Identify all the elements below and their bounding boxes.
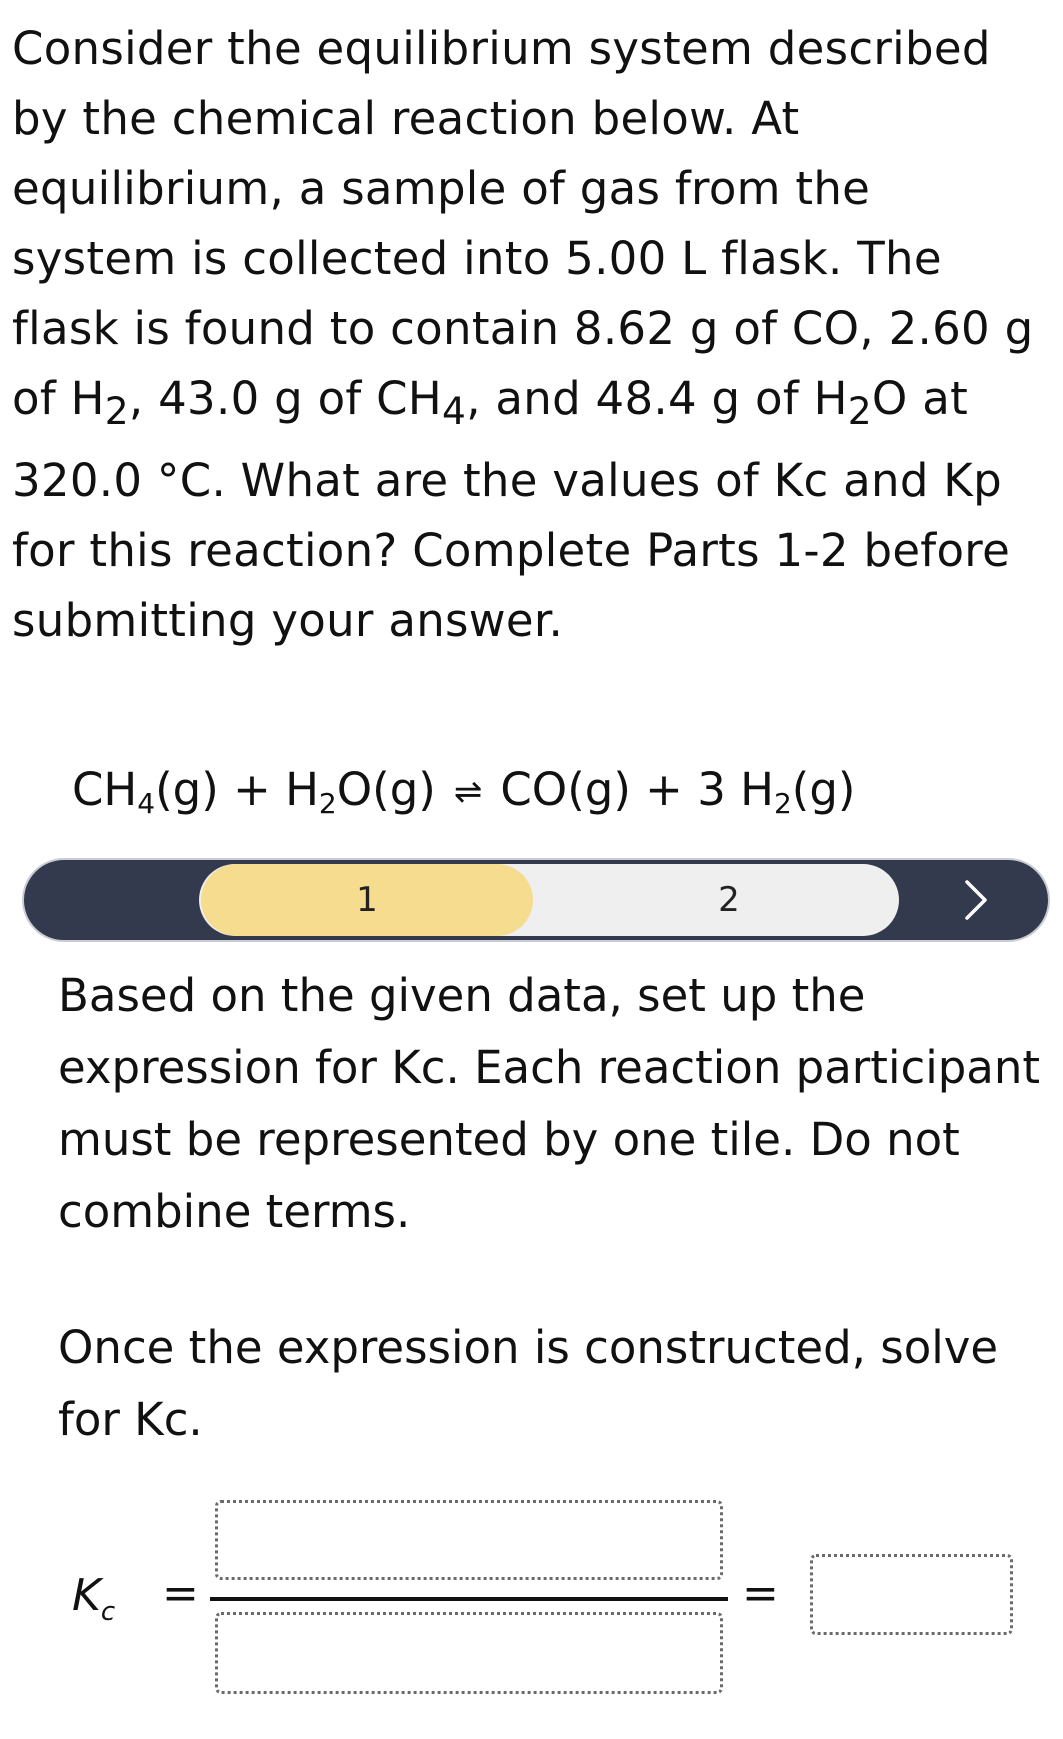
instructions-text: Based on the given data, set up the expression for Kc. Each reaction participant must be represented by one tile. Do not combine terms. [58,969,1041,1238]
equals-sign: = [162,1568,199,1619]
part-navigation-bar [22,858,1050,942]
equilibrium-arrow-icon: ⇌ [453,772,483,812]
reaction-equation: $CH_4(g) + H_2O(g)$ ⇌ CO(g) + 3 $H_2(g)$ [72,763,856,820]
tab-part-1[interactable]: 1 [201,864,533,936]
tab-part-2[interactable]: 2 [718,880,740,920]
next-part-button[interactable] [956,876,996,924]
question-text: Consider the equilibrium system described by the chemical reaction below. At equilibrium, a sample of gas from the system is collected into 5.00 L flask. The flask is found to contain 8.62 g of CO, 2.60 g of $H_2$, 43.0 g of $CH_4$, and 48.4 g of $H_2O$ at 320.0 °C. What are the values of Kc and Kp for this reaction? Complete Parts 1-2 before submitting your answer. [12,22,1034,647]
chevron-right-icon [963,878,989,922]
part-tabs [199,864,899,936]
denominator-drop-zone[interactable] [215,1612,723,1694]
kc-answer-input[interactable] [810,1554,1013,1635]
solve-prompt: Once the expression is constructed, solve for Kc. [58,1321,999,1446]
numerator-drop-zone[interactable] [215,1500,723,1580]
equals-sign-result: = [742,1568,779,1619]
fraction-bar [210,1597,728,1601]
kc-label: $K_c$ [72,1570,116,1627]
